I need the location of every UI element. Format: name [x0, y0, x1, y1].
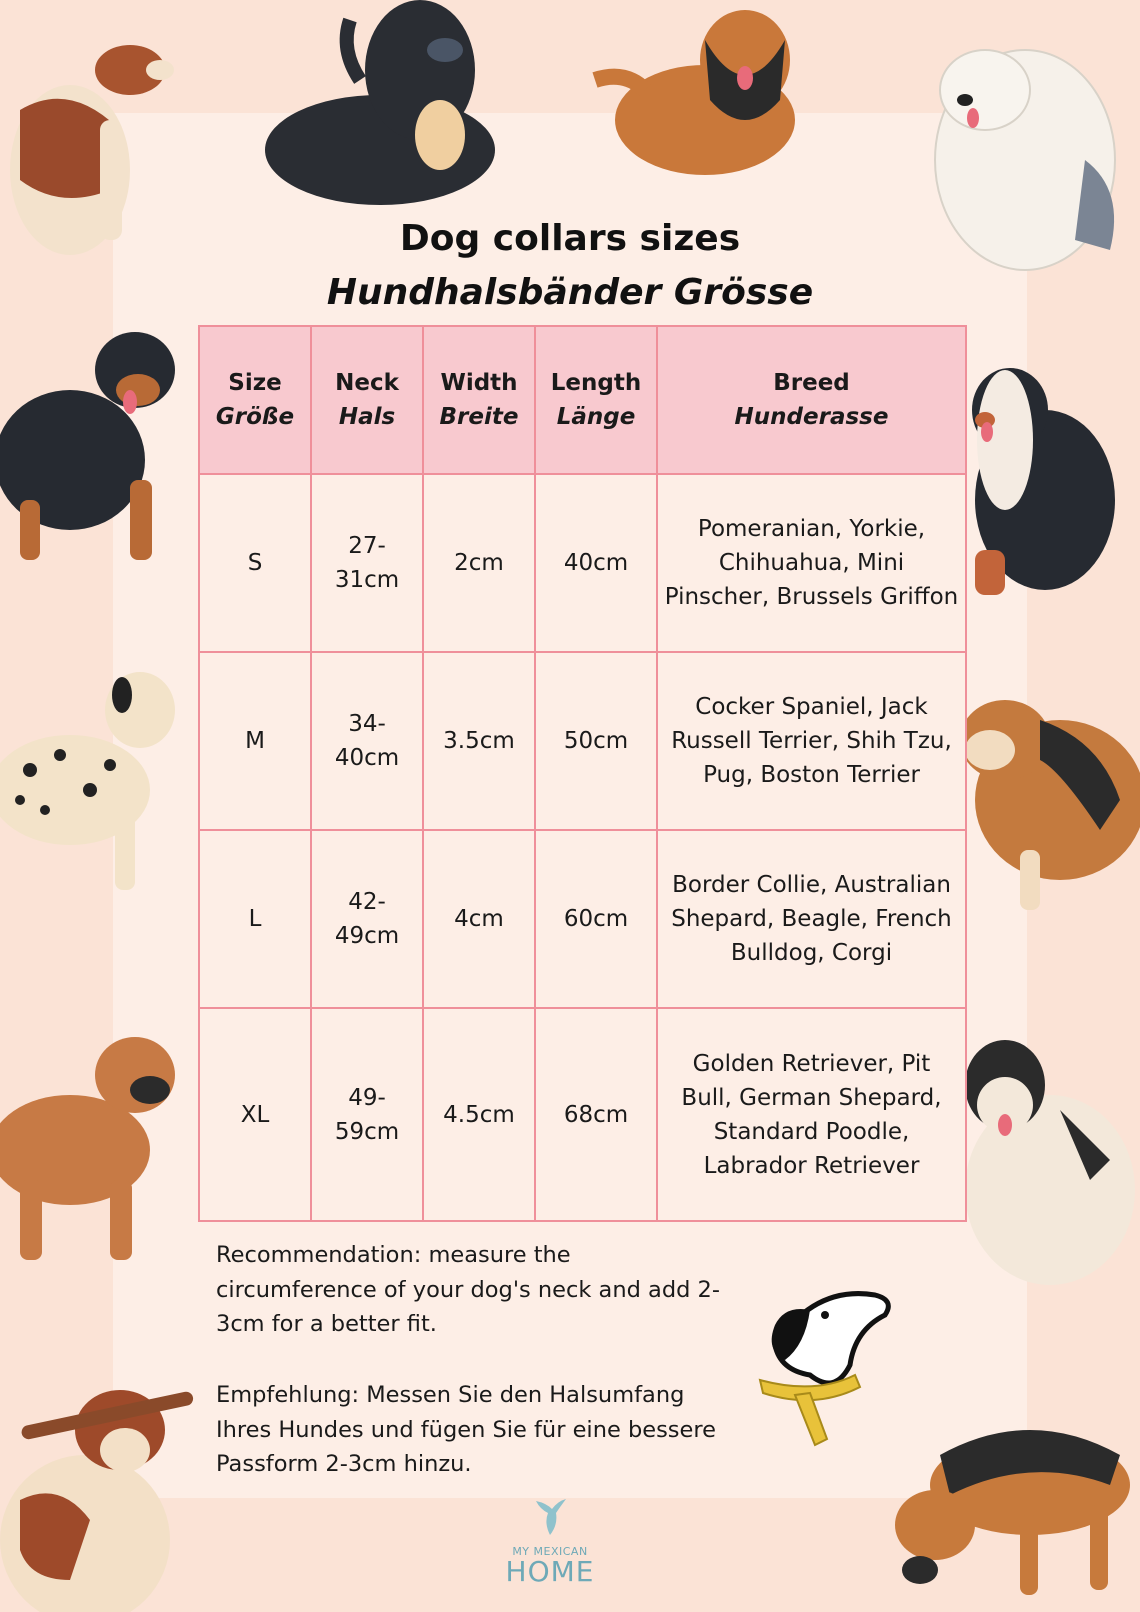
header-neck-en: Neck	[335, 370, 399, 396]
cell-neck: 27-31cm	[311, 474, 423, 652]
cell-breed: Cocker Spaniel, Jack Russell Terrier, Shih Tzu, Pug, Boston Terrier	[657, 652, 966, 830]
cell-width: 4.5cm	[423, 1008, 535, 1221]
brand-logo	[500, 1495, 600, 1586]
cell-length: 60cm	[535, 830, 657, 1008]
table-header-row	[199, 326, 966, 474]
header-length-de: Länge	[556, 404, 636, 430]
boxer-dog-illustration	[0, 1030, 180, 1270]
recommendation-en: Recommendation: measure the circumference of your dog's neck and add 2-3cm for a better fit.	[216, 1242, 720, 1337]
page-subtitle: Hundhalsbänder Grösse	[326, 272, 814, 313]
cell-width: 3.5cm	[423, 652, 535, 830]
hummingbird-icon	[530, 1495, 570, 1539]
rottweiler-illustration	[0, 320, 180, 570]
header-breed	[657, 326, 966, 474]
header-length	[535, 326, 657, 474]
cell-breed: Pomeranian, Yorkie, Chihuahua, Mini Pinscher, Brussels Griffon	[657, 474, 966, 652]
german-shepherd-lying-illustration	[585, 0, 805, 210]
cell-neck: 49-59cm	[311, 1008, 423, 1221]
table-row	[199, 652, 966, 830]
dalmatian-illustration	[0, 660, 180, 910]
table-row	[199, 1008, 966, 1221]
cell-size: L	[199, 830, 311, 1008]
table-row	[199, 830, 966, 1008]
header-size	[199, 326, 311, 474]
header-neck	[311, 326, 423, 474]
header-neck-de: Hals	[338, 404, 396, 430]
size-table	[198, 325, 967, 1222]
cell-length: 50cm	[535, 652, 657, 830]
header-width-en: Width	[440, 370, 518, 396]
cell-length: 40cm	[535, 474, 657, 652]
header-breed-en: Breed	[773, 370, 850, 396]
logo-line1: MY MEXICAN	[512, 1545, 588, 1558]
shepherd-dog-right-illustration	[950, 680, 1140, 920]
header-breed-de: Hunderasse	[734, 404, 889, 430]
cell-width: 2cm	[423, 474, 535, 652]
cell-width: 4cm	[423, 830, 535, 1008]
recommendation-de: Empfehlung: Messen Sie den Halsumfang Ihres Hundes und fügen Sie für eine bessere Passform 2-3cm hinzu.	[216, 1382, 716, 1477]
husky-illustration	[960, 1030, 1140, 1290]
cell-size: M	[199, 652, 311, 830]
black-dog-lying-illustration	[250, 0, 510, 225]
dog-measuring-tape-icon	[755, 1285, 905, 1455]
header-size-en: Size	[228, 370, 282, 396]
cell-neck: 34-40cm	[311, 652, 423, 830]
cell-breed: Golden Retriever, Pit Bull, German Shepard, Standard Poodle, Labrador Retriever	[657, 1008, 966, 1221]
beagle-sniffing-illustration	[880, 1395, 1140, 1612]
page-title: Dog collars sizes	[399, 218, 741, 259]
cell-size: S	[199, 474, 311, 652]
cell-size: XL	[199, 1008, 311, 1221]
cell-neck: 42-49cm	[311, 830, 423, 1008]
header-size-de: Größe	[215, 404, 295, 430]
header-width-de: Breite	[439, 404, 519, 430]
saint-bernard-illustration	[0, 1380, 200, 1612]
table-row	[199, 474, 966, 652]
logo-line2: HOME	[505, 1555, 595, 1588]
header-length-en: Length	[550, 370, 642, 396]
bernese-dog-illustration	[965, 350, 1115, 600]
header-width	[423, 326, 535, 474]
cell-breed: Border Collie, Australian Shepard, Beagle, French Bulldog, Corgi	[657, 830, 966, 1008]
cell-length: 68cm	[535, 1008, 657, 1221]
